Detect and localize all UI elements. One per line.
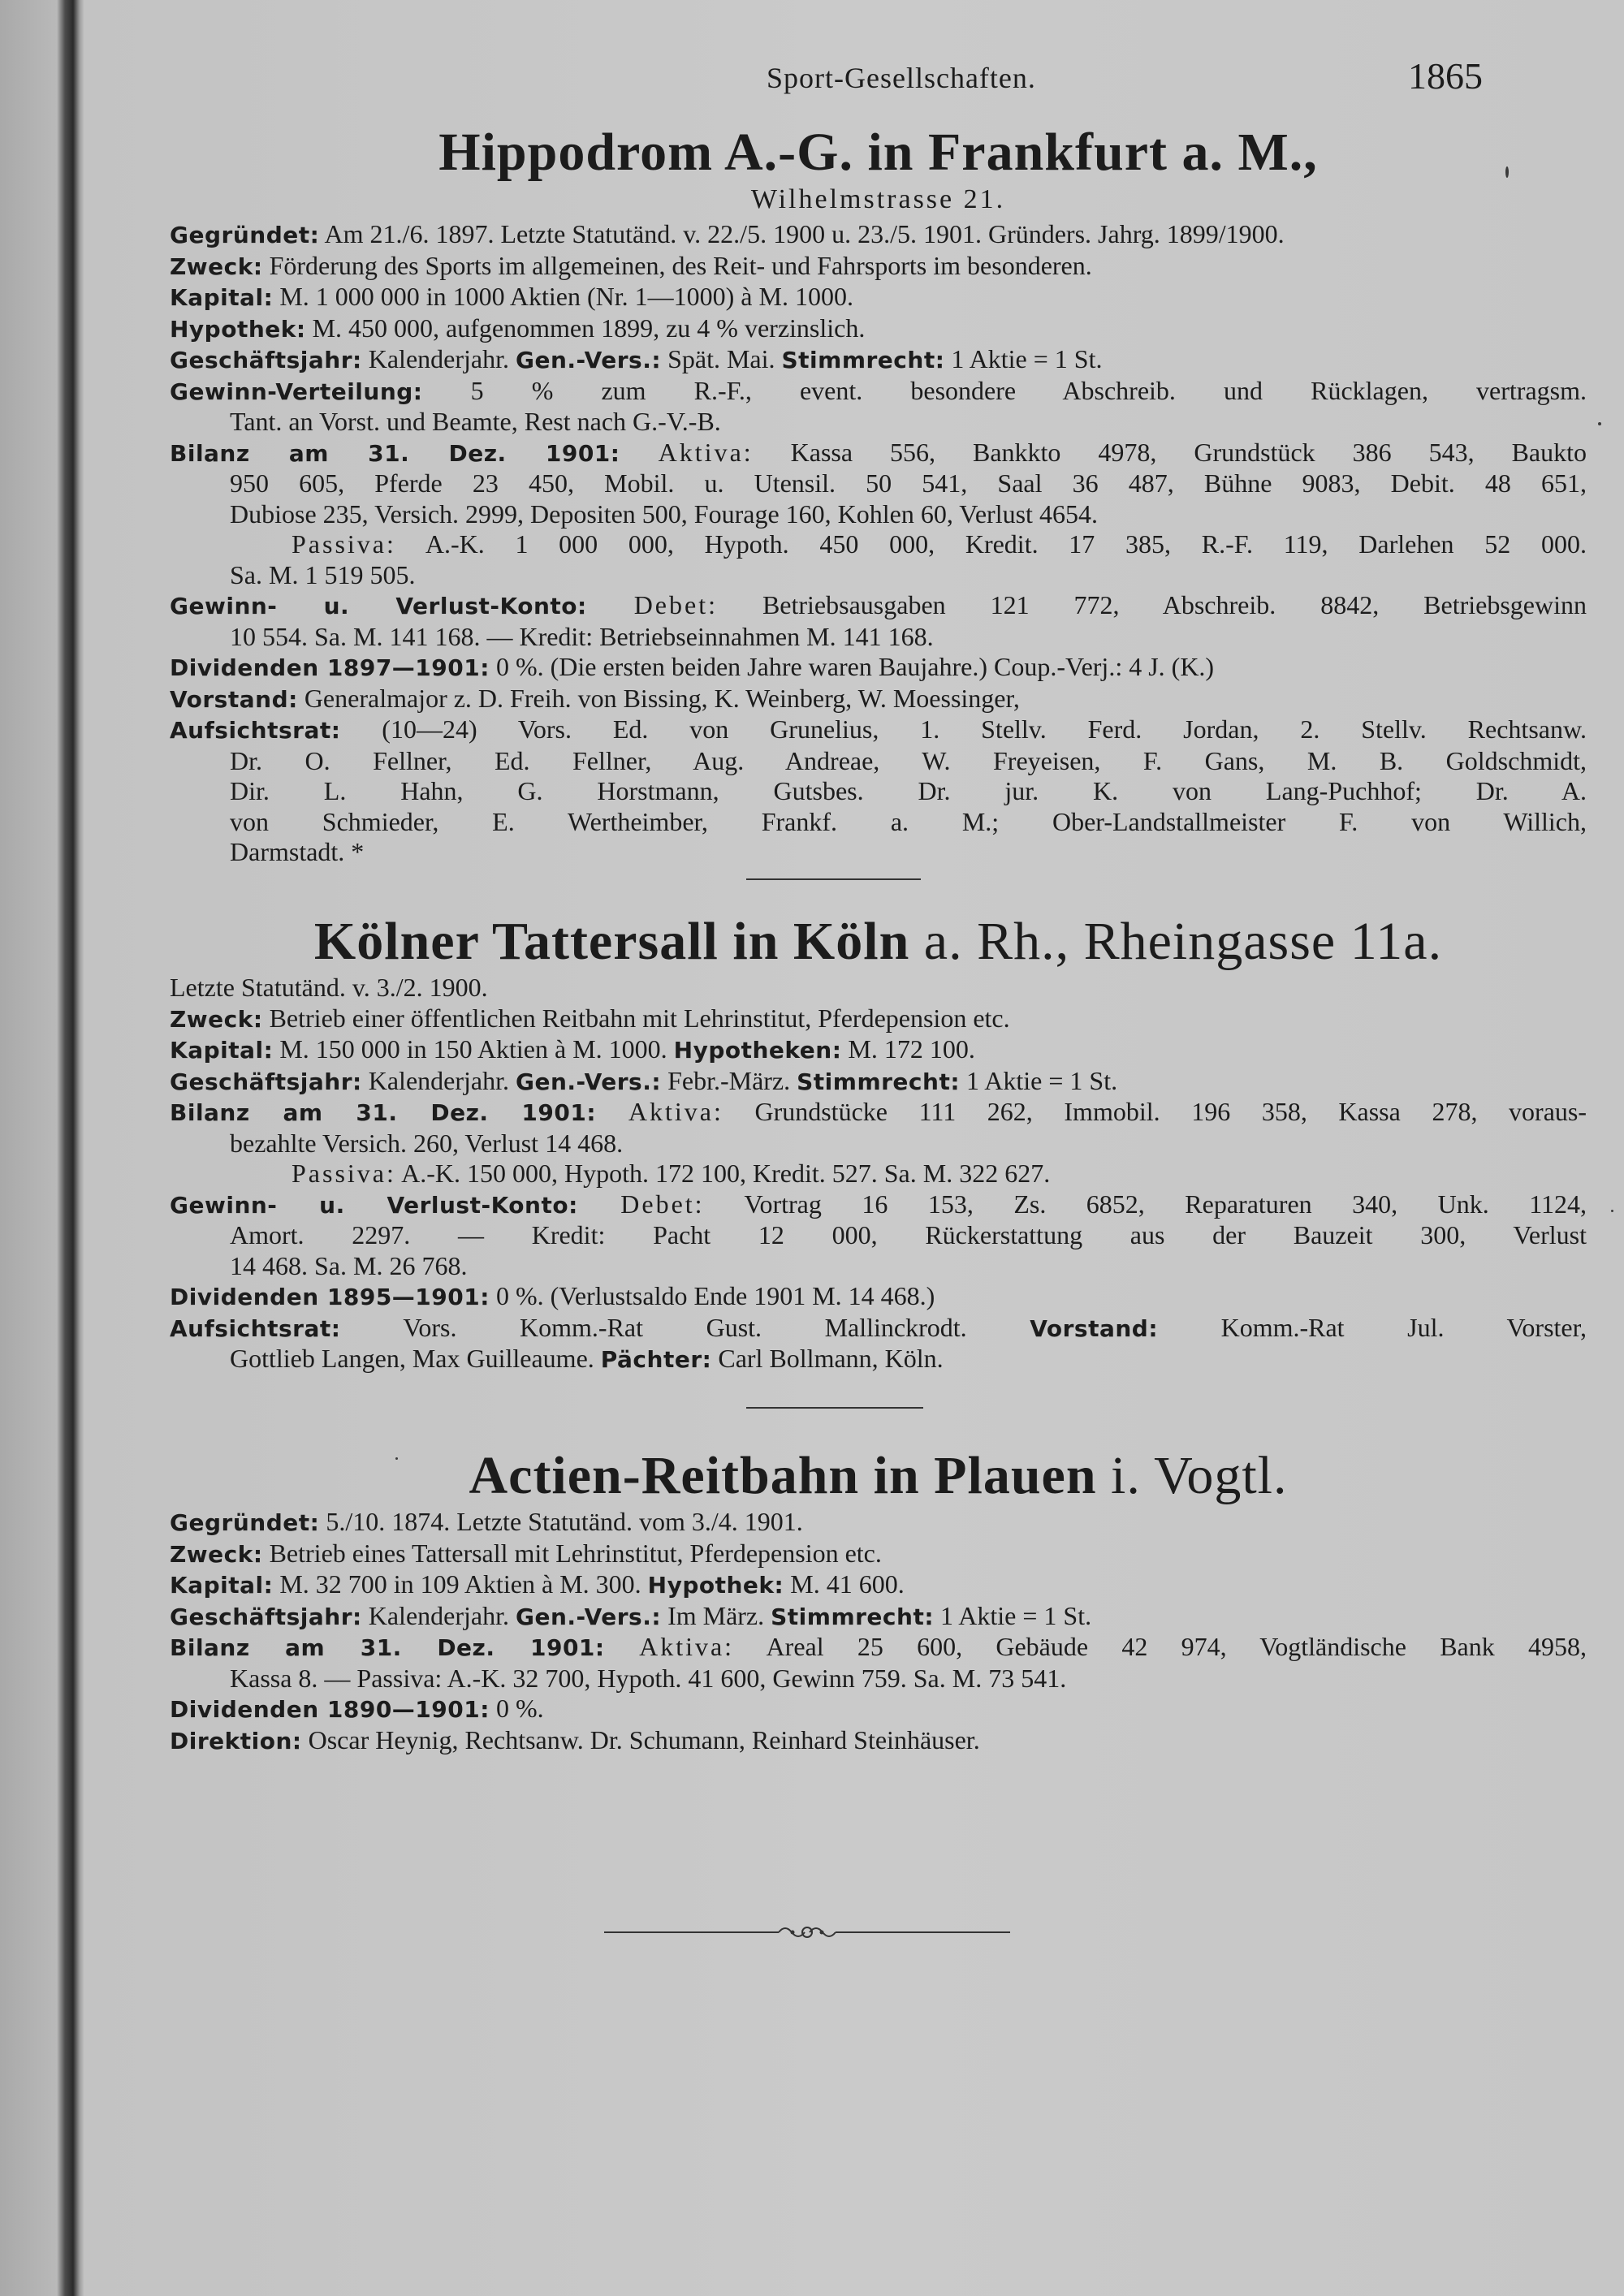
field-value: 0 %. (Die ersten beiden Jahre waren Baujahre.) Coup.-Verj.: 4 J. (K.) — [489, 652, 1215, 681]
entry-title: Kölner Tattersall in Köln a. Rh., Rheingasse 11a. — [313, 912, 1443, 971]
entry-line — [170, 684, 1587, 715]
field-label: Vorstand: — [1030, 1314, 1159, 1342]
field-label: Gewinn- u. Verlust-Konto: — [170, 593, 587, 619]
paper-speck — [395, 1457, 398, 1460]
field-label: Geschäftsjahr: — [170, 347, 362, 373]
field-value: Betriebsausgaben 121 772, Abschreib. 8842, Betriebsgewinn — [717, 590, 1587, 619]
entry-line — [170, 1539, 1587, 1570]
entry-title: Hippodrom A.-G. in Frankfurt a. M., — [438, 123, 1318, 182]
field-value: Betrieb eines Tattersall mit Lehrinstitut, Pferdepension etc. — [262, 1538, 882, 1568]
paper-speck — [1505, 166, 1509, 178]
field-label: Hypotheken: — [673, 1037, 842, 1064]
entry-line — [170, 1632, 1587, 1664]
field-label: Kapital: — [170, 1572, 274, 1599]
entry-line — [170, 282, 1587, 313]
field-label: Stimmrecht: — [781, 347, 945, 373]
entry-line — [170, 1664, 1587, 1694]
entry-line — [170, 1601, 1587, 1633]
field-label: Kapital: — [170, 284, 274, 311]
field-value: M. 172 100. — [841, 1034, 975, 1064]
entry-line — [170, 407, 1587, 438]
field-value: Generalmajor z. D. Freih. von Bissing, K. Weinberg, W. Moessinger, — [297, 683, 1020, 713]
entry-line — [170, 1281, 1587, 1313]
field-label: Dividenden 1895—1901: — [170, 1284, 490, 1310]
page-number: 1865 — [1408, 55, 1483, 97]
entry-line — [170, 973, 1587, 1003]
field-value: Im März. — [661, 1600, 771, 1630]
field-value: 5./10. 1874. Letzte Statutänd. vom 3./4. 1901. — [319, 1507, 803, 1536]
field-label: Gegründet: — [170, 1509, 320, 1536]
entry-line — [170, 1569, 1587, 1601]
field-label: Zweck: — [170, 252, 263, 280]
field-label: Dividenden 1897—1901: — [170, 654, 490, 681]
entry-line — [170, 776, 1587, 807]
entry-line — [170, 468, 1587, 499]
entry-line — [170, 1694, 1587, 1725]
account-side-label: Aktiva: — [620, 437, 754, 467]
field-label: Gewinn-Verteilung: — [170, 378, 423, 405]
field-value: Amort. 2297. — Kredit: Pacht 12 000, Rückerstattung aus der Bauzeit 300, Verlust — [230, 1220, 1587, 1249]
field-value: Dubiose 235, Versich. 2999, Depositen 500, Fourage 160, Kohlen 60, Verlust 4654. — [230, 498, 1098, 529]
entry-line — [170, 313, 1587, 345]
field-value: Letzte Statutänd. v. 3./2. 1900. — [170, 973, 488, 1002]
field-label: Gen.-Vers.: — [515, 1068, 662, 1095]
field-label: Bilanz am 31. Dez. 1901: — [170, 439, 620, 467]
entry-line — [170, 438, 1587, 469]
field-value: Kalenderjahr. — [361, 1600, 516, 1630]
entry-line — [170, 590, 1587, 622]
field-value: M. 41 600. — [784, 1569, 905, 1599]
field-value: Kassa 8. — Passiva: A.-K. 32 700, Hypoth. 41 600, Gewinn 759. Sa. M. 73 541. — [230, 1663, 1067, 1693]
entry-line — [170, 1189, 1587, 1221]
field-label: Bilanz am 31. Dez. 1901: — [170, 1634, 605, 1661]
end-ornament-icon — [604, 1916, 1010, 1949]
field-value: A.-K. 1 000 000, Hypoth. 450 000, Kredit. 17 385, R.-F. 119, Darlehen 52 000. — [395, 529, 1587, 559]
field-label: Kapital: — [170, 1037, 274, 1064]
entry-line — [170, 1003, 1587, 1035]
entry-line — [170, 1344, 1587, 1375]
entry-line — [170, 219, 1587, 251]
field-value: Dr. O. Fellner, Ed. Fellner, Aug. Andreae, W. Freyeisen, F. Gans, M. B. Goldschmidt, — [230, 745, 1587, 775]
field-value: Gottlieb Langen, Max Guilleaume. — [230, 1344, 601, 1373]
field-label: Gen.-Vers.: — [515, 1603, 662, 1630]
entry-line — [170, 251, 1587, 283]
field-value: M. 32 700 in 109 Aktien à M. 300. — [273, 1569, 648, 1599]
field-value: 5 % zum R.-F., event. besondere Abschreib. und Rücklagen, vertragsm. — [422, 375, 1587, 405]
field-label: Aufsichtsrat: — [170, 717, 341, 744]
field-value: bezahlte Versich. 260, Verlust 14 468. — [230, 1128, 624, 1158]
field-label: Stimmrecht: — [771, 1603, 935, 1630]
entry-line — [170, 344, 1587, 376]
field-value: 0 %. — [489, 1694, 544, 1723]
field-label: Gen.-Vers.: — [515, 347, 662, 373]
entry-line — [170, 1313, 1587, 1344]
field-value: Am 21./6. 1897. Letzte Statutänd. v. 22./5. 1900 u. 23./5. 1901. Gründers. Jahrg. 1899/1900. — [319, 219, 1285, 248]
field-label: Dividenden 1890—1901: — [170, 1696, 490, 1723]
book-binding-edge — [0, 0, 84, 2296]
field-value: Sa. M. 1 519 505. — [230, 559, 416, 589]
field-value: Kalenderjahr. — [361, 344, 516, 373]
entry-body — [170, 1507, 1587, 1756]
field-value: Kassa 556, Bankkto 4978, Grundstück 386 543, Baukto — [753, 437, 1587, 467]
field-label: Aufsichtsrat: — [170, 1314, 341, 1342]
entry-line — [170, 652, 1587, 684]
entry-line — [170, 1725, 1587, 1757]
field-value: 1 Aktie = 1 St. — [944, 344, 1103, 373]
field-value: Tant. an Vorst. und Beamte, Rest nach G.-V.-B. — [230, 407, 721, 436]
field-value: M. 450 000, aufgenommen 1899, zu 4 % verzinslich. — [305, 313, 866, 343]
field-label: Gewinn- u. Verlust-Konto: — [170, 1191, 578, 1219]
field-value: Febr.-März. — [661, 1065, 797, 1095]
field-label: Direktion: — [170, 1727, 302, 1754]
field-value: Spät. Mai. — [661, 344, 782, 373]
entry-line — [170, 1066, 1587, 1098]
account-side-label: Debet: — [586, 590, 718, 619]
field-value: Betrieb einer öffentlichen Reitbahn mit Lehrinstitut, Pferdepension etc. — [262, 1003, 1010, 1033]
entry-line — [170, 1220, 1587, 1251]
field-label: Gegründet: — [170, 222, 320, 248]
field-value: Vortrag 16 153, Zs. 6852, Reparaturen 340, Unk. 1124, — [704, 1189, 1587, 1219]
field-value: 1 Aktie = 1 St. — [934, 1600, 1092, 1630]
field-label: Stimmrecht: — [797, 1068, 961, 1095]
field-label: Geschäftsjahr: — [170, 1068, 362, 1095]
field-value: Dir. L. Hahn, G. Horstmann, Gutsbes. Dr. jur. K. von Lang-Puchhof; Dr. A. — [230, 776, 1587, 805]
entry-line — [170, 499, 1587, 530]
entry-line — [170, 714, 1587, 746]
entry-line — [170, 1097, 1587, 1129]
entry-line — [170, 807, 1587, 838]
entry-line — [170, 376, 1587, 408]
field-value: Komm.-Rat Jul. Vorster, — [1158, 1312, 1587, 1342]
entry-line — [170, 746, 1587, 777]
entry-body — [170, 973, 1587, 1375]
field-label: Geschäftsjahr: — [170, 1603, 362, 1630]
entry-line — [170, 1034, 1587, 1066]
account-side-label: Debet: — [577, 1189, 705, 1219]
account-side-label: Passiva: — [292, 1159, 396, 1188]
entry-body — [170, 219, 1587, 868]
account-side-label: Aktiva: — [596, 1097, 723, 1126]
field-value: Kalenderjahr. — [361, 1065, 516, 1095]
field-value: M. 1 000 000 in 1000 Aktien (Nr. 1—1000) à M. 1000. — [273, 282, 853, 311]
entry-address: Wilhelmstrasse 21. — [750, 184, 1006, 214]
section-divider — [746, 878, 921, 880]
field-value: Areal 25 600, Gebäude 42 974, Vogtländische Bank 4958, — [734, 1632, 1587, 1661]
field-label: Pächter: — [600, 1346, 712, 1373]
entry-line — [170, 560, 1587, 591]
field-label: Vorstand: — [170, 685, 298, 713]
field-label: Hypothek: — [647, 1572, 784, 1599]
field-value: 0 %. (Verlustsaldo Ende 1901 M. 14 468.) — [489, 1281, 935, 1310]
field-label: Zweck: — [170, 1005, 263, 1033]
running-head-title: Sport-Gesellschaften. — [767, 62, 1036, 94]
field-value: Grundstücke 111 262, Immobil. 196 358, Kassa 278, voraus- — [723, 1097, 1587, 1126]
book-page — [84, 0, 1624, 2296]
entry-line — [170, 1129, 1587, 1159]
field-value: von Schmieder, E. Wertheimber, Frankf. a. M.; Ober-Landstallmeister F. von Willich, — [230, 806, 1587, 836]
field-value: Darmstadt. * — [230, 837, 365, 866]
field-label: Bilanz am 31. Dez. 1901: — [170, 1099, 597, 1126]
entry-actien-reitbahn — [170, 1445, 1587, 1756]
account-side-label: Aktiva: — [604, 1632, 735, 1661]
field-value: Oscar Heynig, Rechtsanw. Dr. Schumann, Reinhard Steinhäuser. — [301, 1724, 980, 1754]
field-value: Vors. Komm.-Rat Gust. Mallinckrodt. — [340, 1312, 1030, 1342]
field-value: Carl Bollmann, Köln. — [711, 1344, 944, 1373]
section-divider — [746, 1407, 923, 1409]
entry-line — [170, 1251, 1587, 1282]
account-side-label: Passiva: — [292, 529, 396, 559]
entry-line — [170, 529, 1587, 560]
paper-speck — [1598, 422, 1601, 425]
paper-speck — [1611, 1210, 1613, 1212]
field-label: Hypothek: — [170, 315, 306, 343]
entry-line — [170, 1159, 1587, 1189]
field-value: A.-K. 150 000, Hypoth. 172 100, Kredit. 527. Sa. M. 322 627. — [395, 1159, 1051, 1188]
field-value: (10—24) Vors. Ed. von Grunelius, 1. Stellv. Ferd. Jordan, 2. Stellv. Rechtsanw. — [340, 714, 1587, 744]
field-value: M. 150 000 in 150 Aktien à M. 1000. — [273, 1034, 674, 1064]
field-value: 1 Aktie = 1 St. — [960, 1065, 1118, 1095]
field-value: Förderung des Sports im allgemeinen, des Reit- und Fahrsports im besonderen. — [262, 250, 1092, 280]
field-value: 10 554. Sa. M. 141 168. — Kredit: Betriebseinnahmen M. 141 168. — [230, 621, 934, 651]
entry-title: Actien-Reitbahn in Plauen i. Vogtl. — [469, 1446, 1288, 1505]
entry-hippodrom — [170, 122, 1587, 868]
entry-line — [170, 622, 1587, 653]
running-head — [84, 55, 1624, 101]
entry-koelner-tattersall — [170, 911, 1587, 1375]
field-value: 950 605, Pferde 23 450, Mobil. u. Utensil. 50 541, Saal 36 487, Bühne 9083, Debit. 48 651, — [230, 468, 1587, 498]
entry-line — [170, 837, 1587, 868]
field-value: 14 468. Sa. M. 26 768. — [230, 1250, 468, 1280]
entry-line — [170, 1507, 1587, 1539]
field-label: Zweck: — [170, 1540, 263, 1568]
